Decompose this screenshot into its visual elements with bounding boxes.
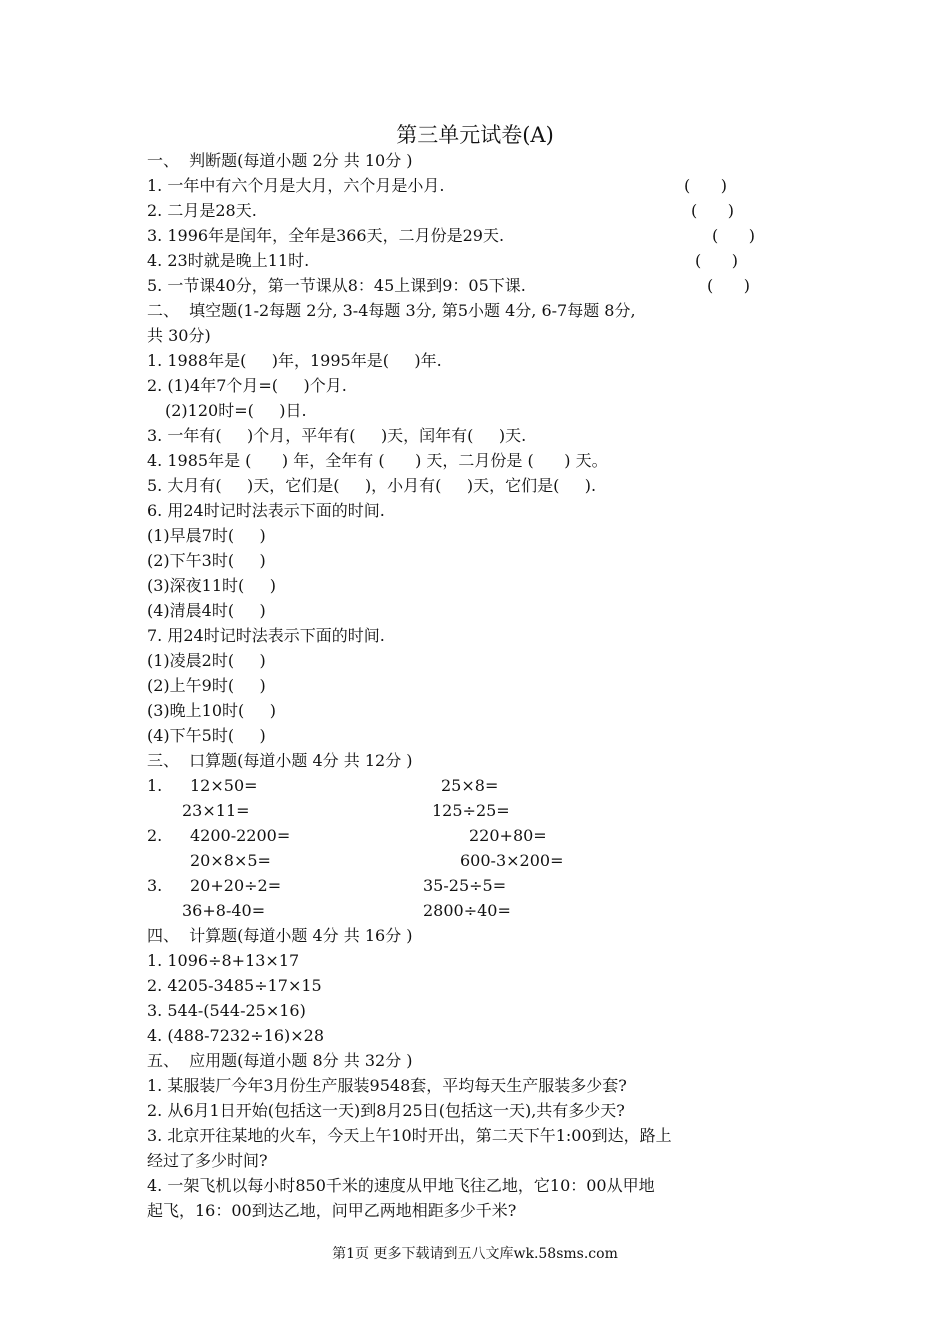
- page-title: 第三单元试卷(A): [396, 123, 554, 147]
- answer-blank: ( ): [695, 251, 738, 270]
- section-3-heading: 三、 口算题(每道小题 4分 共 12分 ): [147, 751, 413, 770]
- mental-calc-item: 125÷25=: [432, 801, 510, 820]
- calc-question-1: 1. 1096÷8+13×17: [147, 951, 300, 970]
- judge-question-5: 5. 一节课40分，第一节课从8：45上课到9：05下课.: [147, 276, 526, 295]
- fill-question-4: 4. 1985年是 ( ) 年，全年有 ( ) 天，二月份是 ( ) 天。: [147, 451, 608, 470]
- judge-question-3: 3. 1996年是闰年，全年是366天，二月份是29天.: [147, 226, 505, 245]
- section-5-heading: 五、 应用题(每道小题 8分 共 32分 ): [147, 1051, 413, 1070]
- judge-question-1: 1. 一年中有六个月是大月，六个月是小月.: [147, 176, 445, 195]
- page-footer: 第1页 更多下载请到五八文库wk.58sms.com: [332, 1246, 618, 1262]
- fill-question-2b: (2)120时=( )日.: [165, 401, 307, 420]
- fill-question-2a: 2. (1)4年7个月=( )个月.: [147, 376, 347, 395]
- answer-blank: ( ): [712, 226, 755, 245]
- word-problem-1: 1. 某服装厂今年3月份生产服装9548套，平均每天生产服装多少套?: [147, 1076, 627, 1095]
- fill-question-6-item: (4)清晨4时( ): [147, 601, 266, 620]
- fill-question-1: 1. 1988年是( )年，1995年是( )年.: [147, 351, 442, 370]
- fill-question-6-item: (3)深夜11时( ): [147, 576, 276, 595]
- fill-question-7: 7. 用24时记时法表示下面的时间.: [147, 626, 385, 645]
- mental-calc-item: 36+8-40=: [182, 901, 266, 920]
- fill-question-6-item: (2)下午3时( ): [147, 551, 266, 570]
- calc-question-3: 3. 544-(544-25×16): [147, 1001, 306, 1020]
- mental-calc-item: 35-25÷5=: [423, 876, 507, 895]
- fill-question-6: 6. 用24时记时法表示下面的时间.: [147, 501, 385, 520]
- fill-question-7-item: (2)上午9时( ): [147, 676, 266, 695]
- mental-calc-item: 12×50=: [190, 776, 258, 795]
- mental-calc-number: 3.: [147, 876, 163, 895]
- fill-question-6-item: (1)早晨7时( ): [147, 526, 266, 545]
- word-problem-3: 3. 北京开往某地的火车，今天上午10时开出，第二天下午1:00到达，路上: [147, 1126, 672, 1145]
- fill-question-7-item: (4)下午5时( ): [147, 726, 266, 745]
- word-problem-4-cont: 起飞，16：00到达乙地，问甲乙两地相距多少千米?: [147, 1201, 517, 1220]
- fill-question-7-item: (1)凌晨2时( ): [147, 651, 266, 670]
- word-problem-4: 4. 一架飞机以每小时850千米的速度从甲地飞往乙地，它10：00从甲地: [147, 1176, 655, 1195]
- fill-question-3: 3. 一年有( )个月，平年有( )天，闰年有( )天.: [147, 426, 527, 445]
- mental-calc-item: 23×11=: [182, 801, 250, 820]
- mental-calc-item: 2800÷40=: [423, 901, 511, 920]
- mental-calc-item: 20+20÷2=: [190, 876, 282, 895]
- section-4-heading: 四、 计算题(每道小题 4分 共 16分 ): [147, 926, 413, 945]
- judge-question-2: 2. 二月是28天.: [147, 201, 257, 220]
- mental-calc-item: 20×8×5=: [190, 851, 271, 870]
- calc-question-2: 2. 4205-3485÷17×15: [147, 976, 322, 995]
- fill-question-7-item: (3)晚上10时( ): [147, 701, 276, 720]
- mental-calc-item: 25×8=: [441, 776, 499, 795]
- mental-calc-item: 4200-2200=: [190, 826, 291, 845]
- mental-calc-number: 2.: [147, 826, 163, 845]
- mental-calc-item: 600-3×200=: [460, 851, 564, 870]
- section-2-heading: 二、 填空题(1-2每题 2分, 3-4每题 3分, 第5小题 4分, 6-7每题 8分,: [147, 301, 636, 320]
- answer-blank: ( ): [684, 176, 727, 195]
- word-problem-3-cont: 经过了多少时间?: [147, 1151, 268, 1170]
- calc-question-4: 4. (488-7232÷16)×28: [147, 1026, 325, 1045]
- fill-question-5: 5. 大月有( )天，它们是( )，小月有( )天，它们是( ).: [147, 476, 597, 495]
- section-2-heading-cont: 共 30分): [147, 326, 211, 345]
- word-problem-2: 2. 从6月1日开始(包括这一天)到8月25日(包括这一天),共有多少天?: [147, 1101, 625, 1120]
- mental-calc-number: 1.: [147, 776, 163, 795]
- judge-question-4: 4. 23时就是晚上11时.: [147, 251, 310, 270]
- mental-calc-item: 220+80=: [469, 826, 547, 845]
- section-1-heading: 一、 判断题(每道小题 2分 共 10分 ): [147, 151, 413, 170]
- answer-blank: ( ): [691, 201, 734, 220]
- answer-blank: ( ): [707, 276, 750, 295]
